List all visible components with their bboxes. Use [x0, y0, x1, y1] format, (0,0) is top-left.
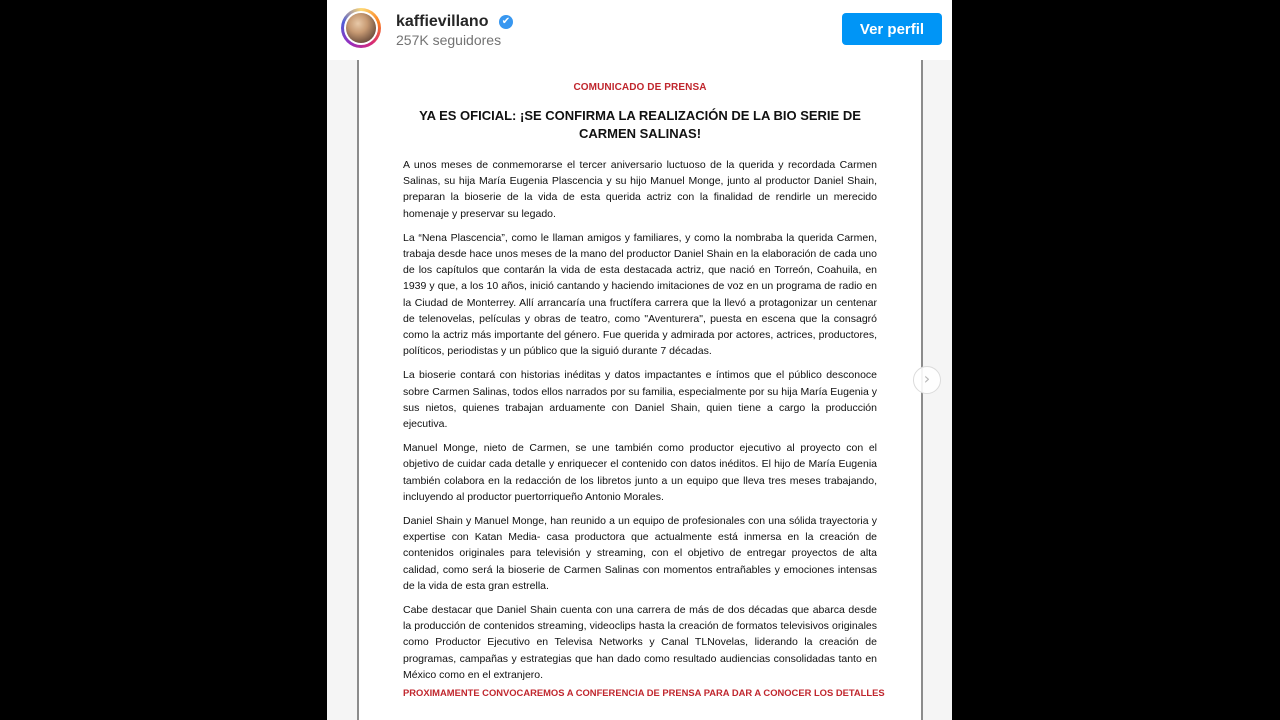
view-profile-button[interactable]: Ver perfil — [842, 13, 942, 45]
press-release-footer: PROXIMAMENTE CONVOCAREMOS A CONFERENCIA DE PRENSA PARA DAR A CONOCER LOS DETALLES — [403, 687, 885, 699]
verified-badge-icon: ✔ — [499, 15, 513, 29]
post-media — [327, 60, 952, 720]
avatar-photo — [346, 13, 376, 43]
avatar[interactable] — [341, 8, 381, 48]
instagram-embed — [327, 0, 952, 720]
avatar-ring-inner — [344, 11, 378, 45]
paragraph: A unos meses de conmemorarse el tercer aniversario luctuoso de la querida y recordada Carmen Salinas, su hija María Eugenia Plascencia y su hijo Manuel Monge, junto al productor Daniel Shain, preparan la bioserie de la vida de esta querida actriz con la finalidad de rendirle un merecido homenaje y preservar su legado. — [403, 159, 877, 220]
paragraph: Cabe destacar que Daniel Shain cuenta con una carrera de más de dos décadas que abarca desde la producción de contenidos streaming, videoclips hasta la creación de formatos televisivos originales como Productor Ejecutivo en Televisa Networks y Canal TLNovelas, liderando la creación de programas, campañas y estrategias que han dado como resultado audiencias consolidadas tanto en México como en el extranjero. — [403, 604, 877, 681]
paragraph: Daniel Shain y Manuel Monge, han reunido a un equipo de profesionales con una sólida trayectoria y expertise con Katan Media- casa productora que actualmente está inmersa en la creación de contenidos originales para televisión y streaming, con el objetivo de entregar proyectos de alta calidad, como será la bioserie de Carmen Salinas con momentos entrañables y emociones intensas de la vida de esta gran estrella. — [403, 515, 877, 592]
username[interactable]: kaffievillano — [396, 13, 489, 30]
paragraph: La “Nena Plascencia”, como le llaman amigos y familiares, y como la nombraba la querida Carmen, trabaja desde hace unos meses de la mano del productor Daniel Shain en la elaboración de cada uno de los capítulos que contarán la vida de esta destacada actriz, que nació en Torreón, Coahuila, en 1939 y que, a los 10 años, inició cantando y haciendo imitaciones de voz en un programa de radio en la Ciudad de Monterrey. Allí arrancaría una fructífera carrera que la llevó a protagonizar un centenar de telenovelas, películas y obras de teatro, como "Aventurera", puesta en escena que la consagró como la actriz más importante del género. Fue querida y admirada por actores, actrices, productores, políticos, periodistas y un público que la siguió durante 7 décadas. — [403, 231, 877, 358]
follower-count: 257K seguidores — [396, 32, 502, 48]
paragraph: Manuel Monge, nieto de Carmen, se une también como productor ejecutivo al proyecto con el objetivo de cuidar cada detalle y enriquecer el contenido con datos inéditos. El hijo de María Eugenia también colabora en la redacción de los libretos junto a un equipo que lleva tres meses trabajando, incluyendo al productor puertorriqueño Antonio Morales. — [403, 442, 877, 503]
press-release-image — [357, 60, 923, 720]
press-release-label: COMUNICADO DE PRENSA — [573, 82, 707, 93]
press-release-title: YA ES OFICIAL: ¡SE CONFIRMA LA REALIZACIÓN DE LA BIO SERIE DE CARMEN SALINAS! — [419, 108, 861, 141]
post-header — [327, 0, 952, 60]
carousel-next-icon[interactable]: › — [913, 366, 941, 394]
paragraph: La bioserie contará con historias inéditas y datos impactantes e íntimos que el público desconoce sobre Carmen Salinas, todos ellos narrados por su familia, especialmente por su hija María Eugenia y sus nietos, quienes trabajan arduamente con Daniel Shain, quien tiene a cargo la producción ejecutiva. — [403, 369, 877, 431]
